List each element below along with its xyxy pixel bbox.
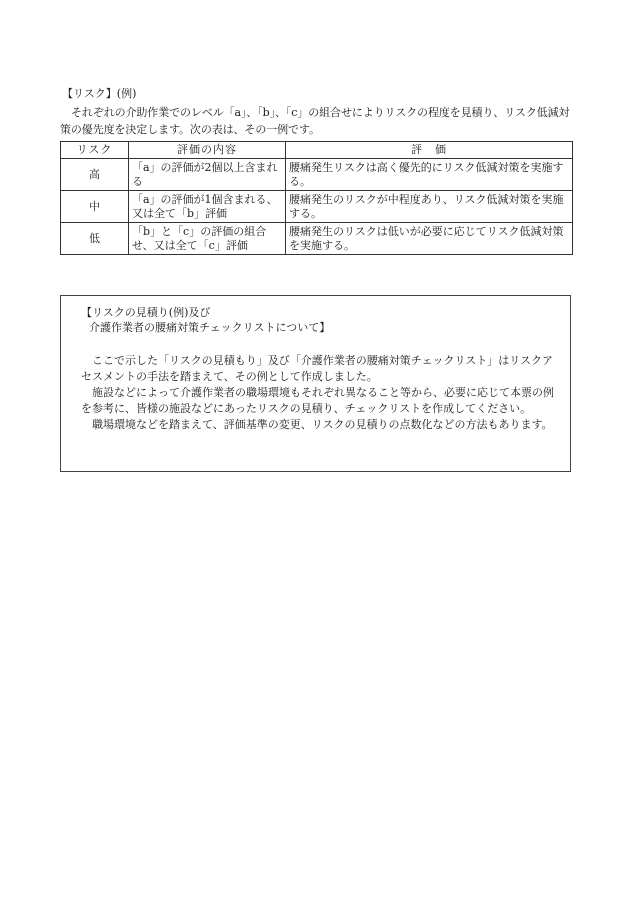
header-risk: リスク xyxy=(61,142,129,159)
risk-level: 中 xyxy=(61,191,129,223)
evaluation-text: 腰痛発生のリスクが中程度あり、リスク低減対策を実施する。 xyxy=(286,191,573,223)
table-row xyxy=(61,223,573,255)
note-title-line1: 【リスクの見積り(例)及び xyxy=(81,306,211,319)
note-paragraph: ここで示した「リスクの見積もり」及び「介護作業者の腰痛対策チェックリスト」はリスクアセスメントの手法を踏まえて、その例として作成しました。 xyxy=(81,354,554,383)
risk-table xyxy=(60,141,573,255)
evaluation-text: 腰痛発生のリスクは低いが必要に応じてリスク低減対策を実施する。 xyxy=(286,223,573,255)
table-row xyxy=(61,159,573,191)
intro-paragraph: それぞれの介助作業でのレベル「a」、「b」、「c」の組合せによりリスクの程度を見積り、リスク低減対策の優先度を決定します。次の表は、その一例です。 xyxy=(60,106,570,136)
header-content: 評価の内容 xyxy=(129,142,286,159)
evaluation-text: 腰痛発生リスクは高く優先的にリスク低減対策を実施する。 xyxy=(286,159,573,191)
evaluation-content: 「a」の評価が1個含まれる、又は全て「b」評価 xyxy=(129,191,286,223)
note-paragraph: 施設などによって介護作業者の職場環境もそれぞれ異なること等から、必要に応じて本票の例を参考に、皆様の施設などにあったリスクの見積り、チェックリストを作成してください。 xyxy=(81,386,554,415)
table-row xyxy=(61,191,573,223)
section-title: 【リスク】(例) xyxy=(62,87,137,100)
risk-level: 低 xyxy=(61,223,129,255)
table-header-row xyxy=(61,142,573,159)
evaluation-content: 「b」と「c」の評価の組合せ、又は全て「c」評価 xyxy=(129,223,286,255)
header-evaluation: 評 価 xyxy=(286,142,573,159)
note-box xyxy=(60,295,571,472)
evaluation-content: 「a」の評価が2個以上含まれる xyxy=(129,159,286,191)
note-title-line2: 介護作業者の腰痛対策チェックリストについて】 xyxy=(89,321,331,334)
note-paragraph: 職場環境などを踏まえて、評価基準の変更、リスクの見積りの点数化などの方法もあります。 xyxy=(92,418,553,431)
note-body xyxy=(81,353,555,433)
risk-level: 高 xyxy=(61,159,129,191)
